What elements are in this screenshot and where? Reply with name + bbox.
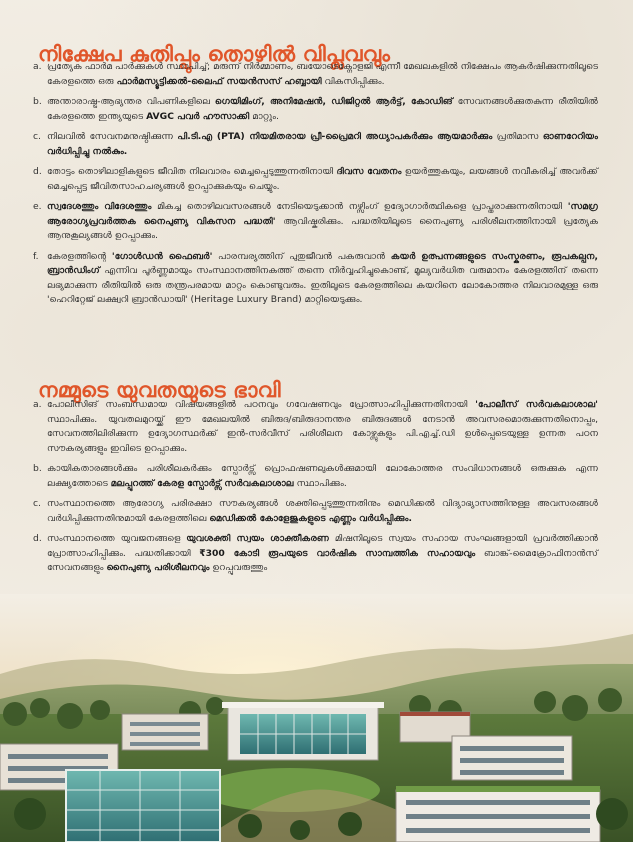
list-item — [33, 130, 598, 159]
item-text — [47, 95, 598, 124]
item-marker: c. — [33, 131, 41, 142]
investment-list — [33, 60, 598, 314]
item-marker: f. — [33, 250, 39, 262]
section-title-investment: നിക്ഷേപ കുതിപ്പും തൊഴിൽ വിപ്ലവവും — [38, 42, 391, 67]
item-text-bold: ഗെയിമിംഗ്, അനിമേഷൻ, ഡിജിറ്റൽ ആർട്ട്, കോഡിങ് — [214, 96, 453, 107]
item-text-segment: സ്ഥാപിക്കും. യുവതലമുറയ്ക്ക് ഈ മേഖലയിൽ ബിരുദ/ബിരുദാനന്തര ബിരുദങ്ങൾ നേടാൻ അവസരമൊരുക്കുന്നതിനൊപ്പം, സേവനത്തിലിരിക്കുന്ന ഉദ്യോഗസ്ഥർക്ക് ഇൻ-സർവീസ് പരിശീലന കോഴ്സുകളും പി.എച്ച്.ഡി ഉൾപ്പെടെയുള്ള ഉന്നത പഠന സൗകര്യങ്ങളും ഇവിടെ ഉറപ്പാക്കും. — [47, 413, 598, 454]
item-text-segment: പ്രതിമാസ — [492, 131, 543, 142]
item-text — [47, 250, 598, 308]
item-text-bold: മെഡിക്കൽ കോളേജുകളുടെ എണ്ണം വർധിപ്പിക്കും. — [209, 512, 413, 524]
campus-aerial-image — [0, 594, 633, 842]
item-text-bold: ഓണറേറിയം വർധിപ്പിച്ചു നൽകും. — [47, 131, 598, 157]
item-text-bold: 'പോലീസ് സർവകലാശാല' — [475, 399, 598, 410]
item-marker: b. — [33, 463, 42, 474]
item-text-segment: പാരമ്പര്യത്തിന് പുതുജീവൻ പകരുവാൻ — [212, 250, 391, 262]
item-text-segment: മിഷനിലൂടെ സ്വയം സഹായ സംഘങ്ങളായി പ്രവർത്തിക്കാൻ പ്രോത്സാഹിപ്പിക്കും. പദ്ധതിക്കായി — [47, 533, 598, 559]
item-text — [47, 60, 598, 89]
list-item — [33, 200, 598, 244]
youth-list — [33, 398, 598, 582]
item-marker: b. — [33, 96, 42, 107]
item-text — [47, 497, 598, 526]
list-item — [33, 165, 598, 194]
item-text-segment: നിലവിൽ സേവനമനുഷ്ഠിക്കുന്ന — [47, 131, 178, 142]
item-text-segment: സേവനങ്ങൾക്കുതകുന്ന രീതിയിൽ കേരളത്തെ ഇന്ത്യയുടെ — [47, 96, 598, 122]
item-text-segment: സംസ്ഥാനത്തെ ആരോഗ്യ പരിരക്ഷാ സൗകര്യങ്ങൾ ശക്തിപ്പെടുത്തുന്നതിനും മെഡിക്കൽ വിദ്യാഭ്യാസത്തിനുള്ള അവസരങ്ങൾ വർധിപ്പിക്കുന്നതിനുമായി കേരളത്തിലെ — [47, 498, 598, 524]
item-text-segment: ഉയർത്തുകയും, ലയങ്ങൾ നവീകരിച്ച് അവർക്ക് മെച്ചപ്പെട്ട ജീവിതസാഹചര്യങ്ങൾ ഉറപ്പാക്കുകയും ചെയ്യും. — [47, 166, 598, 192]
item-text-segment: പോലീസിങ് സംബന്ധമായ വിഷയങ്ങളിൽ പഠനവും ഗവേഷണവും പ്രോത്സാഹിപ്പിക്കുന്നതിനായി — [47, 399, 476, 410]
item-text-segment: ആവിഷ്കരിക്കും. പദ്ധതിയിലൂടെ നൈപുണ്യ പരിശീലനത്തിനായി പ്രത്യേക ആനുകൂല്യങ്ങൾ ഉറപ്പാക്കും. — [47, 215, 598, 241]
item-text — [47, 165, 598, 194]
item-marker: e. — [33, 201, 42, 212]
item-text — [47, 462, 598, 491]
item-text-bold: AVGC പവർ ഹൗസാക്കി — [146, 110, 250, 122]
item-text-segment: മികച്ച തൊഴിലവസരങ്ങൾ നേടിയെടുക്കാൻ നഴ്സിംഗ് ഉദ്യോഗാർത്ഥികളെ പ്രാപ്തരാക്കുന്നതിനായി — [151, 201, 568, 212]
item-marker: a. — [33, 399, 42, 410]
item-text — [47, 130, 598, 159]
item-text-bold: ദിവസ വേതനം — [336, 166, 402, 177]
item-text-bold: ₹300 കോടി രൂപയുടെ വാർഷിക സാമ്പത്തിക സഹായവും — [199, 547, 476, 559]
list-item — [33, 250, 598, 308]
item-text-segment: പ്രത്യേക ഫാർമ പാർക്കുകൾ സ്ഥാപിച്ച്; മരുന്ന് നിർമ്മാണം, ബയോടെക്നോളജി എന്നീ മേഖലകളിൽ നിക്ഷേപം ആകർഷിക്കുന്നതിലൂടെ കേരളത്തെ ഒരു — [47, 61, 598, 87]
item-text-segment: മാറ്റും. — [249, 110, 279, 122]
list-item — [33, 497, 598, 526]
item-text-segment: അന്താരാഷ്ട്ര-ആഭ്യന്തര വിപണികളിലെ — [47, 96, 215, 107]
item-text-bold: ഫാർമസ്യൂട്ടിക്കൽ-ലൈഫ് സയൻസസ് ഹബ്ബായി — [116, 75, 322, 87]
list-item — [33, 532, 598, 576]
item-marker: c. — [33, 498, 41, 509]
list-item — [33, 462, 598, 491]
item-text-bold: മലപ്പുറത്ത് കേരള സ്പോർട്സ് സർവകലാശാല — [110, 477, 294, 489]
list-item — [33, 60, 598, 89]
item-marker: a. — [33, 61, 42, 72]
list-item — [33, 398, 598, 456]
item-text-bold: യുവശക്തി സ്വയം ശാക്തീകരണ — [186, 533, 329, 544]
item-text-segment: തോട്ടം തൊഴിലാളികളുടെ ജീവിത നിലവാരം മെച്ചപ്പെടുത്തുന്നതിനായി — [47, 166, 337, 177]
item-text-segment: കേരളത്തിന്റെ — [47, 250, 112, 262]
item-marker: d. — [33, 533, 42, 544]
section-title-youth: നമ്മുടെ യുവതയുടെ ഭാവി — [38, 378, 281, 403]
item-text-segment: എന്നിവ പൂർണ്ണമായും സംസ്ഥാനത്തിനകത്ത് തന്നെ നിർവ്വഹിച്ചുകൊണ്ട്, മൂല്യവർധിത വരുമാനം കേരളത്തിന് തന്നെ ലഭ്യമാക്കുന്ന രീതിയിൽ ഒരു തന്ത്രപരമായ മാറ്റം കൊണ്ടുവരും. ഇതിലൂടെ കേരളത്തിലെ കയറിനെ ലോകോത്തര നിലവാരമുള്ള ഒരു 'ഹെറിറ്റേജ് ലക്ഷ്വറി ബ്രാൻഡായി' (Heritage Luxury Brand) മാറ്റിയെടുക്കും. — [47, 265, 598, 305]
item-text-segment: ഉറപ്പുവരുത്തും — [209, 562, 268, 573]
item-text-bold: 'സമഗ്ര ആരോഗ്യപ്രവർത്തക നൈപുണ്യ വികസന പദ്ധതി' — [47, 201, 598, 227]
item-text-bold: സ്വദേശത്തും വിദേശത്തും — [47, 201, 152, 212]
item-text-segment: സംസ്ഥാനത്തെ യുവജനങ്ങളെ — [47, 533, 187, 544]
list-item — [33, 95, 598, 124]
campus-illustration — [0, 594, 633, 842]
item-text-bold: കയർ ഉത്പന്നങ്ങളുടെ സംസ്കരണം, രൂപകല്പന, ബ്രാൻഡിംഗ് — [47, 250, 599, 276]
item-text-segment: കായികതാരങ്ങൾക്കും പരിശീലകർക്കും സ്പോർട്സ് പ്രൊഫഷണലുകൾക്കുമായി ലോകോത്തര സംവിധാനങ്ങൾ ഒരുക്കുക എന്ന ലക്ഷ്യത്തോടെ — [47, 463, 598, 489]
item-text-bold: നൈപുണ്യ പരിശീലനവും — [106, 562, 210, 573]
item-text-bold: പി.ടി.എ (PTA) നിയമിതരായ പ്രീ-പ്രൈമറി അധ്യാപകർക്കും ആയമാർക്കും — [177, 131, 493, 142]
item-text-segment: ബാങ്ക്-മൈക്രോഫിനാൻസ് സേവനങ്ങളും — [47, 547, 598, 573]
item-text — [47, 398, 598, 456]
item-text — [47, 200, 598, 244]
item-text-bold: 'ഗോൾഡൻ ഫൈബർ' — [111, 250, 213, 262]
item-text-segment: വികസിപ്പിക്കും. — [321, 75, 385, 87]
item-text — [47, 532, 598, 576]
item-text-segment: സ്ഥാപിക്കും. — [293, 477, 347, 489]
item-marker: d. — [33, 166, 42, 177]
